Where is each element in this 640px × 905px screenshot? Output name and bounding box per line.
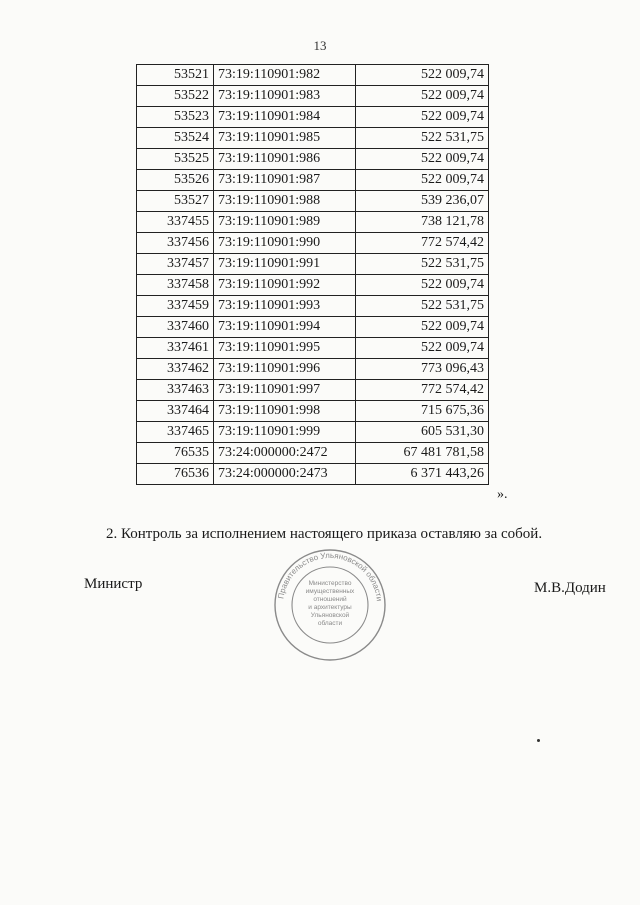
table-row <box>137 380 489 401</box>
table-row <box>137 317 489 338</box>
cadastral-number: 73:19:110901:998 <box>214 401 356 422</box>
row-number: 53521 <box>137 65 214 86</box>
cadastral-value: 738 121,78 <box>356 212 489 233</box>
svg-text:и архитектуры: и архитектуры <box>308 604 352 611</box>
row-number: 337460 <box>137 317 214 338</box>
cadastral-number: 73:19:110901:985 <box>214 128 356 149</box>
official-stamp-seal <box>272 547 388 663</box>
table-row <box>137 86 489 107</box>
cadastral-value: 772 574,42 <box>356 233 489 254</box>
cadastral-number: 73:19:110901:987 <box>214 170 356 191</box>
cadastral-value: 522 009,74 <box>356 170 489 191</box>
cadastral-number: 73:19:110901:984 <box>214 107 356 128</box>
row-number: 337465 <box>137 422 214 443</box>
cadastral-number: 73:19:110901:996 <box>214 359 356 380</box>
row-number: 337456 <box>137 233 214 254</box>
row-number: 53522 <box>137 86 214 107</box>
table-row <box>137 65 489 86</box>
signer-position: Министр <box>84 576 143 592</box>
row-number: 76536 <box>137 464 214 485</box>
signer-name: М.В.Додин <box>534 580 606 596</box>
table-row <box>137 191 489 212</box>
cadastral-number: 73:19:110901:990 <box>214 233 356 254</box>
cadastral-value: 522 531,75 <box>356 128 489 149</box>
cadastral-value: 773 096,43 <box>356 359 489 380</box>
cadastral-number: 73:19:110901:993 <box>214 296 356 317</box>
cadastral-value: 522 009,74 <box>356 317 489 338</box>
registry-table-body <box>137 65 489 485</box>
table-row <box>137 107 489 128</box>
cadastral-value: 605 531,30 <box>356 422 489 443</box>
cadastral-number: 73:19:110901:992 <box>214 275 356 296</box>
registry-table <box>136 64 489 485</box>
row-number: 337461 <box>137 338 214 359</box>
table-row <box>137 296 489 317</box>
svg-text:Ульяновской: Ульяновской <box>310 612 350 619</box>
row-number: 337458 <box>137 275 214 296</box>
cadastral-number: 73:24:000000:2473 <box>214 464 356 485</box>
cadastral-value: 522 009,74 <box>356 275 489 296</box>
cadastral-value: 522 531,75 <box>356 254 489 275</box>
table-row <box>137 149 489 170</box>
cadastral-number: 73:24:000000:2472 <box>214 443 356 464</box>
cadastral-value: 539 236,07 <box>356 191 489 212</box>
cadastral-number: 73:19:110901:988 <box>214 191 356 212</box>
svg-text:имущественных: имущественных <box>305 588 355 595</box>
page-number: 13 <box>313 38 327 53</box>
cadastral-number: 73:19:110901:997 <box>214 380 356 401</box>
clause-text: 2. Контроль за исполнением настоящего приказа оставляю за собой. <box>106 526 543 542</box>
cadastral-value: 772 574,42 <box>356 380 489 401</box>
table-row <box>137 128 489 149</box>
cadastral-number: 73:19:110901:991 <box>214 254 356 275</box>
cadastral-number: 73:19:110901:989 <box>214 212 356 233</box>
row-number: 337464 <box>137 401 214 422</box>
row-number: 53523 <box>137 107 214 128</box>
row-number: 337455 <box>137 212 214 233</box>
ink-dot <box>537 739 540 742</box>
cadastral-number: 73:19:110901:995 <box>214 338 356 359</box>
cadastral-value: 715 675,36 <box>356 401 489 422</box>
cadastral-value: 67 481 781,58 <box>356 443 489 464</box>
table-row <box>137 212 489 233</box>
table-row <box>137 338 489 359</box>
cadastral-value: 6 371 443,26 <box>356 464 489 485</box>
svg-text:области: области <box>317 620 343 627</box>
table-row <box>137 275 489 296</box>
cadastral-value: 522 009,74 <box>356 65 489 86</box>
svg-text:Министерство: Министерство <box>308 580 352 587</box>
cadastral-value: 522 009,74 <box>356 149 489 170</box>
row-number: 337462 <box>137 359 214 380</box>
row-number: 53524 <box>137 128 214 149</box>
cadastral-value: 522 009,74 <box>356 107 489 128</box>
cadastral-number: 73:19:110901:994 <box>214 317 356 338</box>
row-number: 53527 <box>137 191 214 212</box>
cadastral-number: 73:19:110901:982 <box>214 65 356 86</box>
cadastral-number: 73:19:110901:983 <box>214 86 356 107</box>
cadastral-number: 73:19:110901:986 <box>214 149 356 170</box>
row-number: 337459 <box>137 296 214 317</box>
row-number: 337457 <box>137 254 214 275</box>
row-number: 53525 <box>137 149 214 170</box>
closing-quote: ». <box>497 487 508 502</box>
svg-text:отношений: отношений <box>313 596 347 603</box>
cadastral-value: 522 531,75 <box>356 296 489 317</box>
cadastral-value: 522 009,74 <box>356 86 489 107</box>
row-number: 53526 <box>137 170 214 191</box>
table-row <box>137 254 489 275</box>
row-number: 337463 <box>137 380 214 401</box>
table-row <box>137 464 489 485</box>
cadastral-value: 522 009,74 <box>356 338 489 359</box>
table-row <box>137 401 489 422</box>
row-number: 76535 <box>137 443 214 464</box>
table-row <box>137 422 489 443</box>
cadastral-number: 73:19:110901:999 <box>214 422 356 443</box>
svg-text:Правительство Ульяновской обла: Правительство Ульяновской области <box>276 550 384 602</box>
table-row <box>137 359 489 380</box>
table-row <box>137 233 489 254</box>
table-row <box>137 443 489 464</box>
table-row <box>137 170 489 191</box>
